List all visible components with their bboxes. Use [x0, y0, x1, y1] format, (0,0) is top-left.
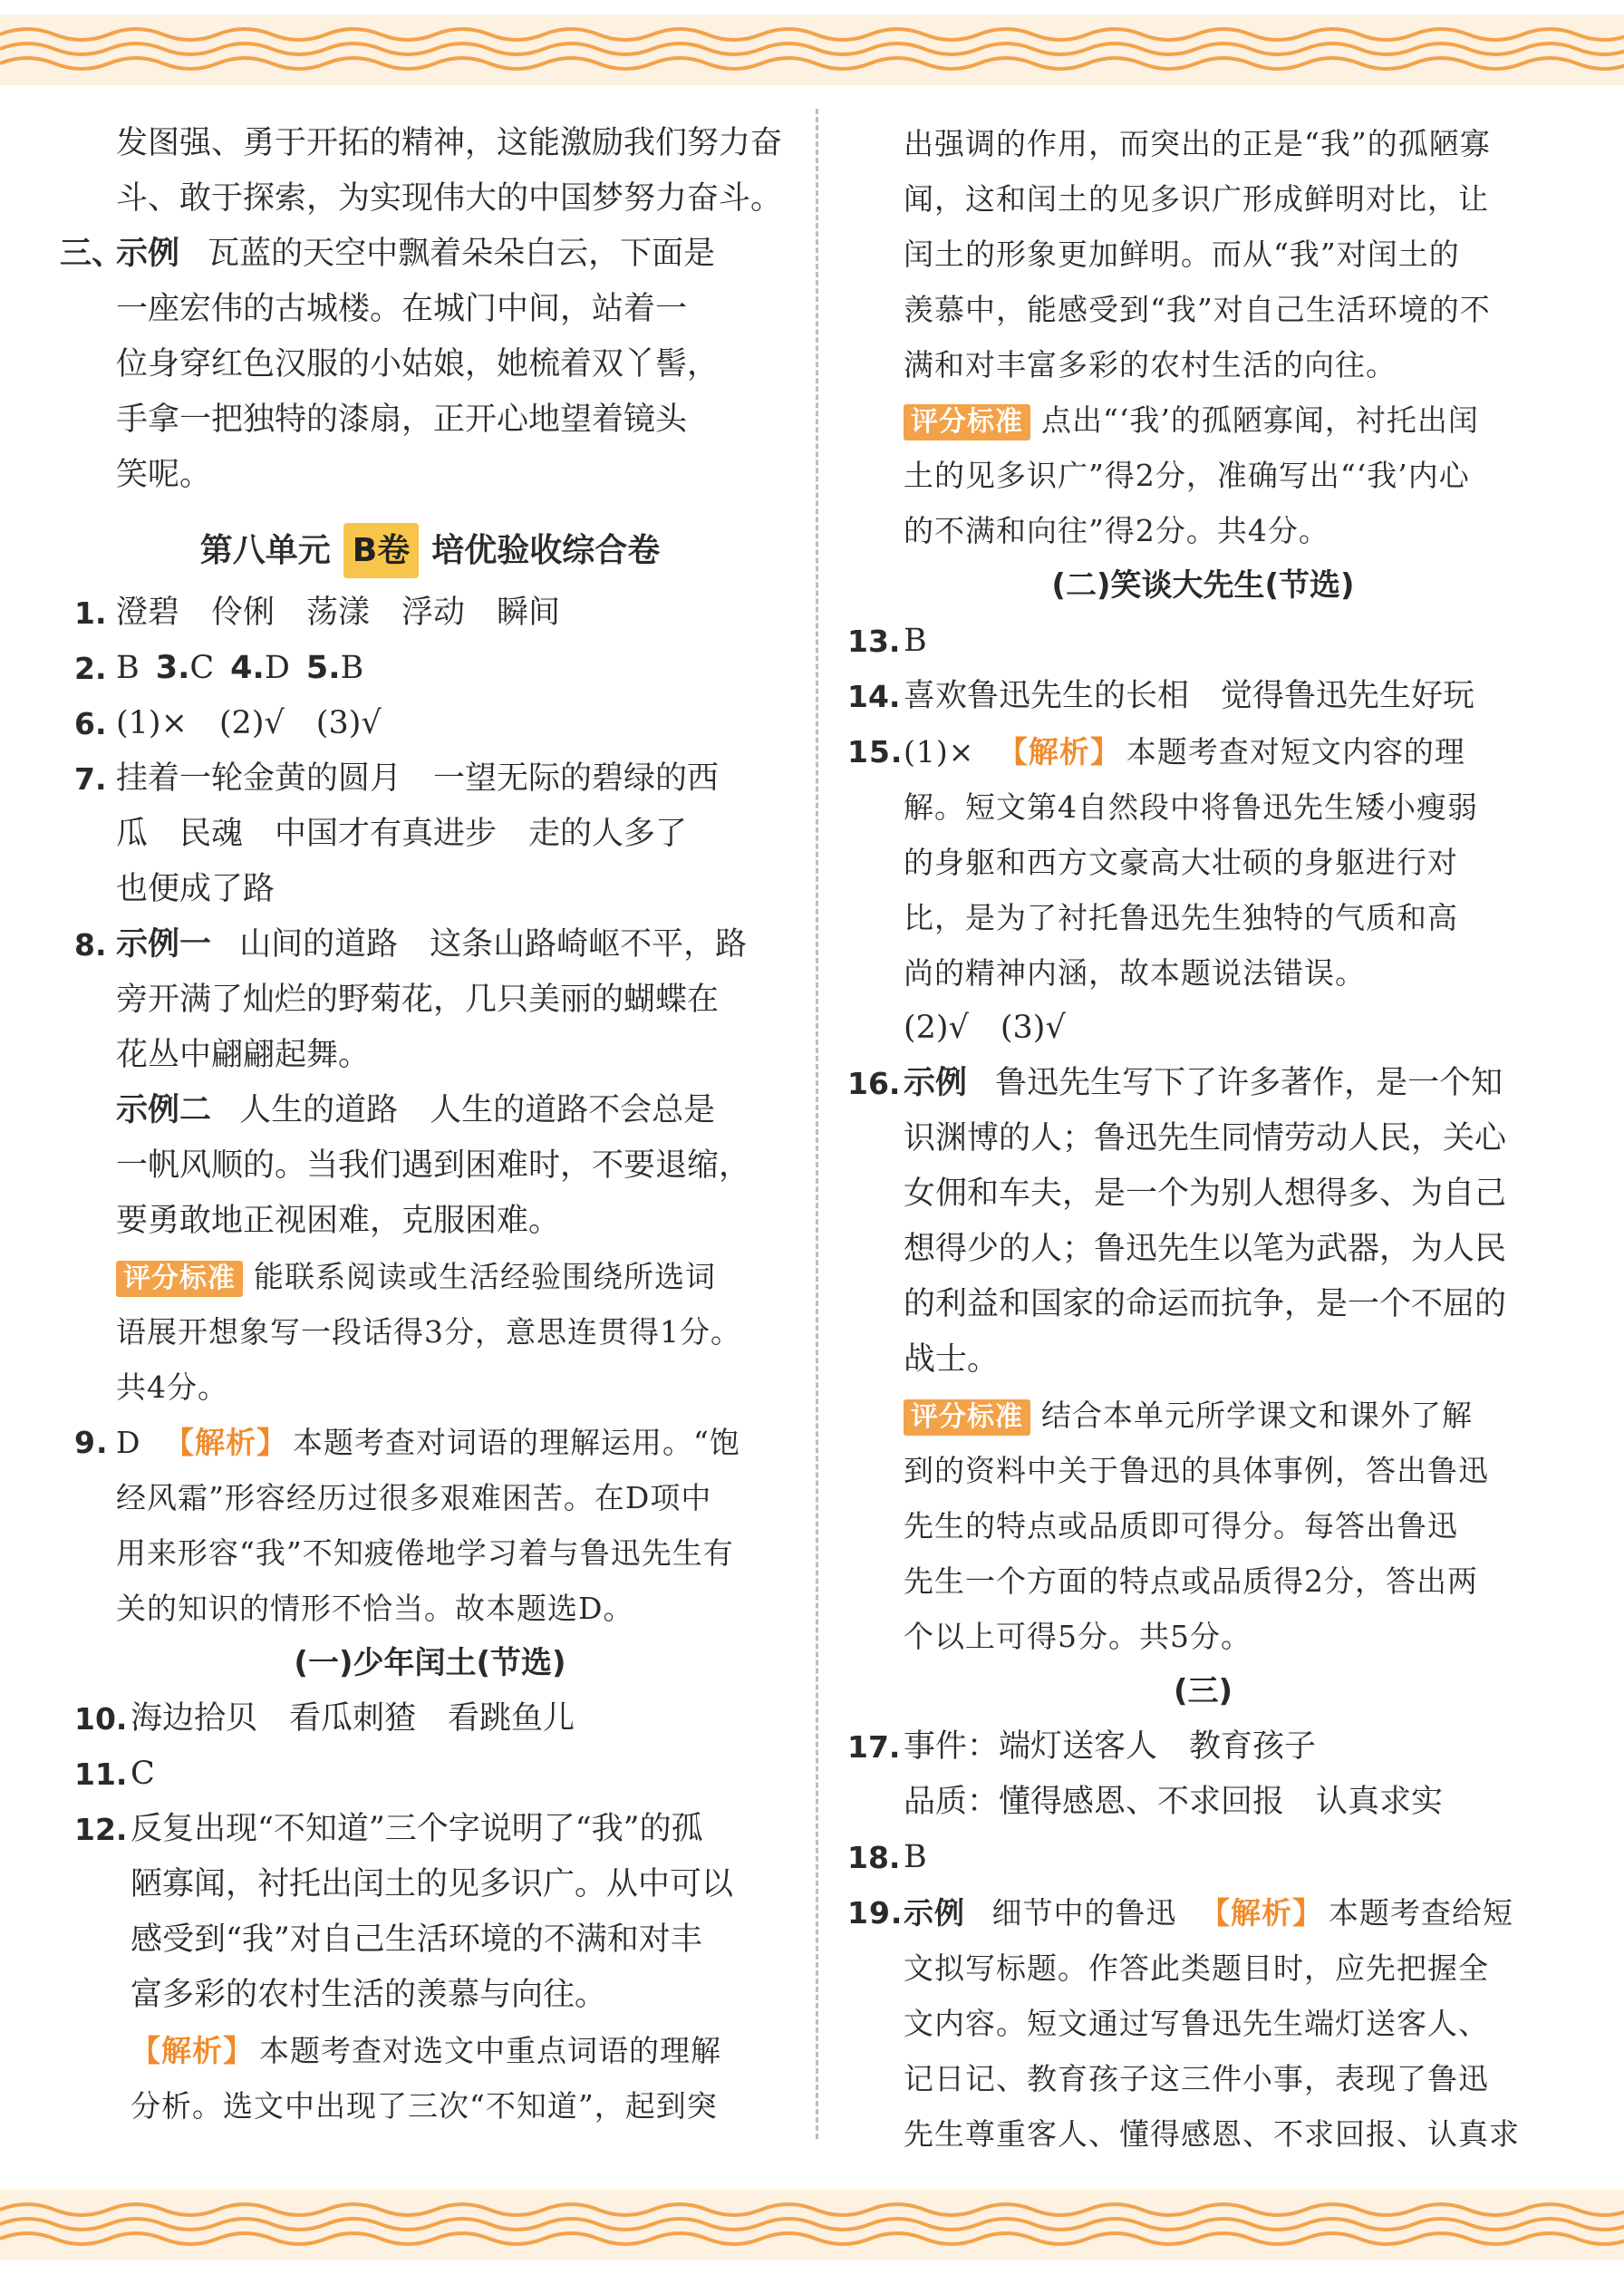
answer-6 — [74, 696, 786, 751]
answer-line: 人生的道路 人生的道路不会总是 — [239, 1092, 716, 1128]
answer-text: 澄碧 伶俐 荡漾 浮动 瞬间 — [116, 595, 561, 631]
answer-text: B — [116, 650, 140, 686]
answer-number: 9. — [74, 1425, 109, 1460]
example-label: 示例二 — [116, 1092, 212, 1128]
answer-15 — [847, 724, 1559, 779]
answer-17 — [847, 1719, 1559, 1775]
answer-text: D — [264, 650, 290, 686]
answer-line: 一帆风顺的。当我们遇到困难时，不要退缩， — [116, 1147, 751, 1184]
answer-line: 富多彩的农村生活的羡慕与向往。 — [130, 1977, 607, 2013]
scoring-criteria-label: 评分标准 — [116, 1261, 243, 1297]
answer-number: 13. — [847, 624, 901, 659]
unit-title — [74, 523, 786, 578]
reading-section-title: (二)笑谈大先生(节选) — [1051, 567, 1355, 604]
example-label: 示例 — [116, 236, 180, 272]
answer-16 — [847, 1056, 1559, 1111]
analysis-line: 分析。选文中出现了三次“不知道”，起到突 — [130, 2088, 718, 2124]
scoring-line: 点出“‘我’的孤陋寡闻，衬托出闰 — [1041, 402, 1479, 438]
answer-number: 3. — [155, 650, 190, 686]
answer-text: 喜欢鲁迅先生的长相 觉得鲁迅先生好玩 — [904, 678, 1475, 714]
answer-number: 12. — [74, 1812, 128, 1847]
right-column — [847, 116, 1559, 2162]
answer-19 — [847, 1885, 1559, 1940]
answer-line: 要勇敢地正视困难，克服困难。 — [116, 1203, 561, 1239]
analysis-line: 比，是为了衬托鲁迅先生独特的气质和高 — [904, 900, 1458, 935]
analysis-line: 经风霜”形容经历过很多艰难困苦。在D项中 — [116, 1480, 712, 1515]
answer-text: 细节中的鲁迅 — [991, 1895, 1177, 1931]
answer-line: 瓜 民魂 中国才有真进步 走的人多了 — [116, 816, 688, 852]
answer-18 — [847, 1830, 1559, 1885]
answer-line: 位身穿红色汉服的小姑娘，她梳着双丫髻， — [116, 346, 720, 382]
analysis-line: 满和对丰富多彩的农村生活的向往。 — [904, 347, 1397, 382]
scoring-line: 个以上可得5分。共5分。 — [904, 1619, 1252, 1654]
answer-line: 识渊博的人；鲁迅先生同情劳动人民，关心 — [904, 1120, 1507, 1157]
scoring-criteria-label: 评分标准 — [904, 1399, 1030, 1436]
scoring-line: 土的见多识广”得2分，准确写出“‘我’内心 — [904, 458, 1470, 493]
answer-7 — [74, 751, 786, 807]
column-divider — [816, 109, 818, 2139]
reading-section-title: (三) — [1173, 1673, 1233, 1709]
answer-line: 瓦蓝的天空中飘着朵朵白云，下面是 — [208, 236, 716, 272]
scoring-line: 到的资料中关于鲁迅的具体事例，答出鲁迅 — [904, 1453, 1489, 1488]
answer-number: 三、 — [60, 236, 124, 272]
answer-text: B — [904, 1839, 927, 1875]
analysis-line: 本题考查对短文内容的理 — [1126, 734, 1465, 769]
answer-text: C — [130, 1756, 155, 1792]
analysis-label: 【解析】 — [997, 734, 1121, 769]
left-column — [60, 116, 786, 2134]
answer-3 — [60, 227, 786, 282]
analysis-line: 的身躯和西方文豪高大壮硕的身躯进行对 — [904, 845, 1458, 880]
analysis-label: 【解析】 — [130, 2033, 254, 2068]
scoring-line: 语展开想象写一段话得3分，意思连贯得1分。 — [116, 1314, 741, 1350]
answer-13 — [847, 614, 1559, 669]
scoring-line: 结合本单元所学课文和课外了解 — [1041, 1398, 1473, 1433]
scoring-line: 共4分。 — [116, 1369, 228, 1405]
answer-line: 感受到“我”对自己生活环境的不满和对丰 — [130, 1921, 702, 1958]
scoring-line: 先生的特点或品质即可得分。每答出鲁迅 — [904, 1508, 1458, 1544]
answer-line: 手拿一把独特的漆扇，正开心地望着镜头 — [116, 402, 688, 438]
example-label: 示例 — [904, 1065, 968, 1101]
answer-line: 想得少的人；鲁迅先生以笔为武器，为人民 — [904, 1231, 1507, 1267]
answer-10 — [74, 1691, 786, 1747]
answer-number: 8. — [74, 927, 107, 963]
scoring-line: 能联系阅读或生活经验围绕所选词 — [254, 1259, 716, 1294]
top-wave-border — [0, 15, 1624, 85]
analysis-line: 闻，这和闰土的见多识广形成鲜明对比，让 — [904, 181, 1489, 217]
answer-text: (1)× — [904, 734, 975, 769]
answer-1 — [74, 586, 786, 641]
analysis-line: 关的知识的情形不恰当。故本题选D。 — [116, 1591, 634, 1626]
analysis-line: 解。短文第4自然段中将鲁迅先生矮小瘦弱 — [904, 789, 1478, 825]
answer-text: (2)√ (3)√ — [904, 1010, 1066, 1046]
answer-line: 也便成了路 — [116, 871, 276, 907]
analysis-line: 用来形容“我”不知疲倦地学习着与鲁迅先生有 — [116, 1535, 734, 1571]
answer-number: 10. — [74, 1701, 128, 1737]
answer-line: 女佣和车夫，是一个为别人想得多、为自己 — [904, 1176, 1507, 1212]
answer-2-5 — [74, 641, 786, 696]
answer-line: 旁开满了灿烂的野菊花，几只美丽的蝴蝶在 — [116, 982, 720, 1018]
answer-number: 2. — [74, 651, 107, 686]
answer-line: 山间的道路 这条山路崎岖不平，路 — [239, 926, 748, 963]
answer-line: 鲁迅先生写下了许多著作，是一个知 — [995, 1065, 1503, 1101]
answer-line: 事件：端灯送客人 教育孩子 — [904, 1728, 1317, 1765]
intro-line: 斗、敢于探索，为实现伟大的中国梦努力奋斗。 — [116, 180, 783, 217]
analysis-label: 【解析】 — [1200, 1895, 1323, 1931]
answer-number: 16. — [847, 1066, 901, 1101]
answer-line: 的利益和国家的命运而抗争，是一个不屈的 — [904, 1286, 1507, 1322]
intro-line: 发图强、勇于开拓的精神，这能激励我们努力奋 — [116, 125, 783, 161]
answer-number: 4. — [230, 650, 265, 686]
answer-text: B — [904, 623, 927, 659]
analysis-label: 【解析】 — [163, 1425, 287, 1460]
answer-line: 一座宏伟的古城楼。在城门中间，站着一 — [116, 291, 688, 327]
example-label: 示例一 — [116, 926, 212, 963]
answer-number: 1. — [74, 595, 107, 631]
answer-number: 5. — [305, 650, 341, 686]
answer-14 — [847, 669, 1559, 724]
unit-title-part1: 第八单元 — [199, 532, 331, 569]
analysis-line: 文拟写标题。作答此类题目时，应先把握全 — [904, 1950, 1489, 1986]
analysis-line: 出强调的作用，而突出的正是“我”的孤陋寡 — [904, 126, 1491, 161]
analysis-line: 羡慕中，能感受到“我”对自己生活环境的不 — [904, 292, 1491, 327]
answer-text: C — [189, 650, 215, 686]
analysis-line: 先生尊重客人、懂得感恩、不求回报、认真求 — [904, 2116, 1520, 2152]
answer-text: 海边拾贝 看瓜刺猹 看跳鱼儿 — [130, 1700, 575, 1737]
answer-line: 陋寡闻，衬托出闰土的见多识广。从中可以 — [130, 1866, 734, 1902]
scoring-criteria-label: 评分标准 — [904, 404, 1030, 440]
answer-text: B — [340, 650, 364, 686]
answer-11 — [74, 1747, 786, 1802]
unit-title-part2: 培优验收综合卷 — [431, 532, 661, 569]
answer-text: D — [116, 1425, 141, 1460]
analysis-line: 本题考查给短 — [1329, 1895, 1513, 1931]
answer-line: 战士。 — [904, 1341, 1000, 1378]
reading-section-title: (一)少年闰土(节选) — [294, 1645, 566, 1681]
answer-number: 15. — [847, 734, 904, 769]
scoring-line: 的不满和向往”得2分。共4分。 — [904, 513, 1329, 548]
example-label: 示例 — [904, 1895, 965, 1931]
answer-number: 6. — [74, 706, 107, 741]
answer-line: 笑呢。 — [116, 457, 212, 493]
answer-line: 品质：懂得感恩、不求回报 认真求实 — [904, 1784, 1444, 1820]
answer-line: 反复出现“不知道”三个字说明了“我”的孤 — [130, 1811, 703, 1847]
answer-number: 11. — [74, 1757, 128, 1792]
answer-number: 17. — [847, 1729, 901, 1765]
analysis-line: 尚的精神内涵，故本题说法错误。 — [904, 955, 1366, 991]
analysis-line: 文内容。短文通过写鲁迅先生端灯送客人、 — [904, 2006, 1489, 2041]
answer-line: 花丛中翩翩起舞。 — [116, 1037, 371, 1073]
answer-8 — [74, 917, 786, 973]
answer-line: 挂着一轮金黄的圆月 一望无际的碧绿的西 — [116, 760, 720, 797]
answer-number: 19. — [847, 1895, 904, 1931]
answer-9 — [74, 1415, 786, 1470]
answer-number: 7. — [74, 761, 107, 797]
bottom-wave-border — [0, 2190, 1624, 2260]
answer-number: 14. — [847, 679, 901, 714]
answer-12 — [74, 1802, 786, 1857]
answer-number: 18. — [847, 1840, 901, 1875]
paper-badge: B卷 — [343, 523, 419, 578]
analysis-line: 闰土的形象更加鲜明。而从“我”对闰土的 — [904, 237, 1460, 272]
analysis-line: 本题考查对选文中重点词语的理解 — [259, 2033, 721, 2068]
answer-text: (1)× (2)√ (3)√ — [116, 705, 382, 741]
analysis-line: 本题考查对词语的理解运用。“饱 — [292, 1425, 740, 1460]
scoring-line: 先生一个方面的特点或品质得2分，答出两 — [904, 1563, 1478, 1599]
analysis-line: 记日记、教育孩子这三件小事，表现了鲁迅 — [904, 2061, 1489, 2096]
